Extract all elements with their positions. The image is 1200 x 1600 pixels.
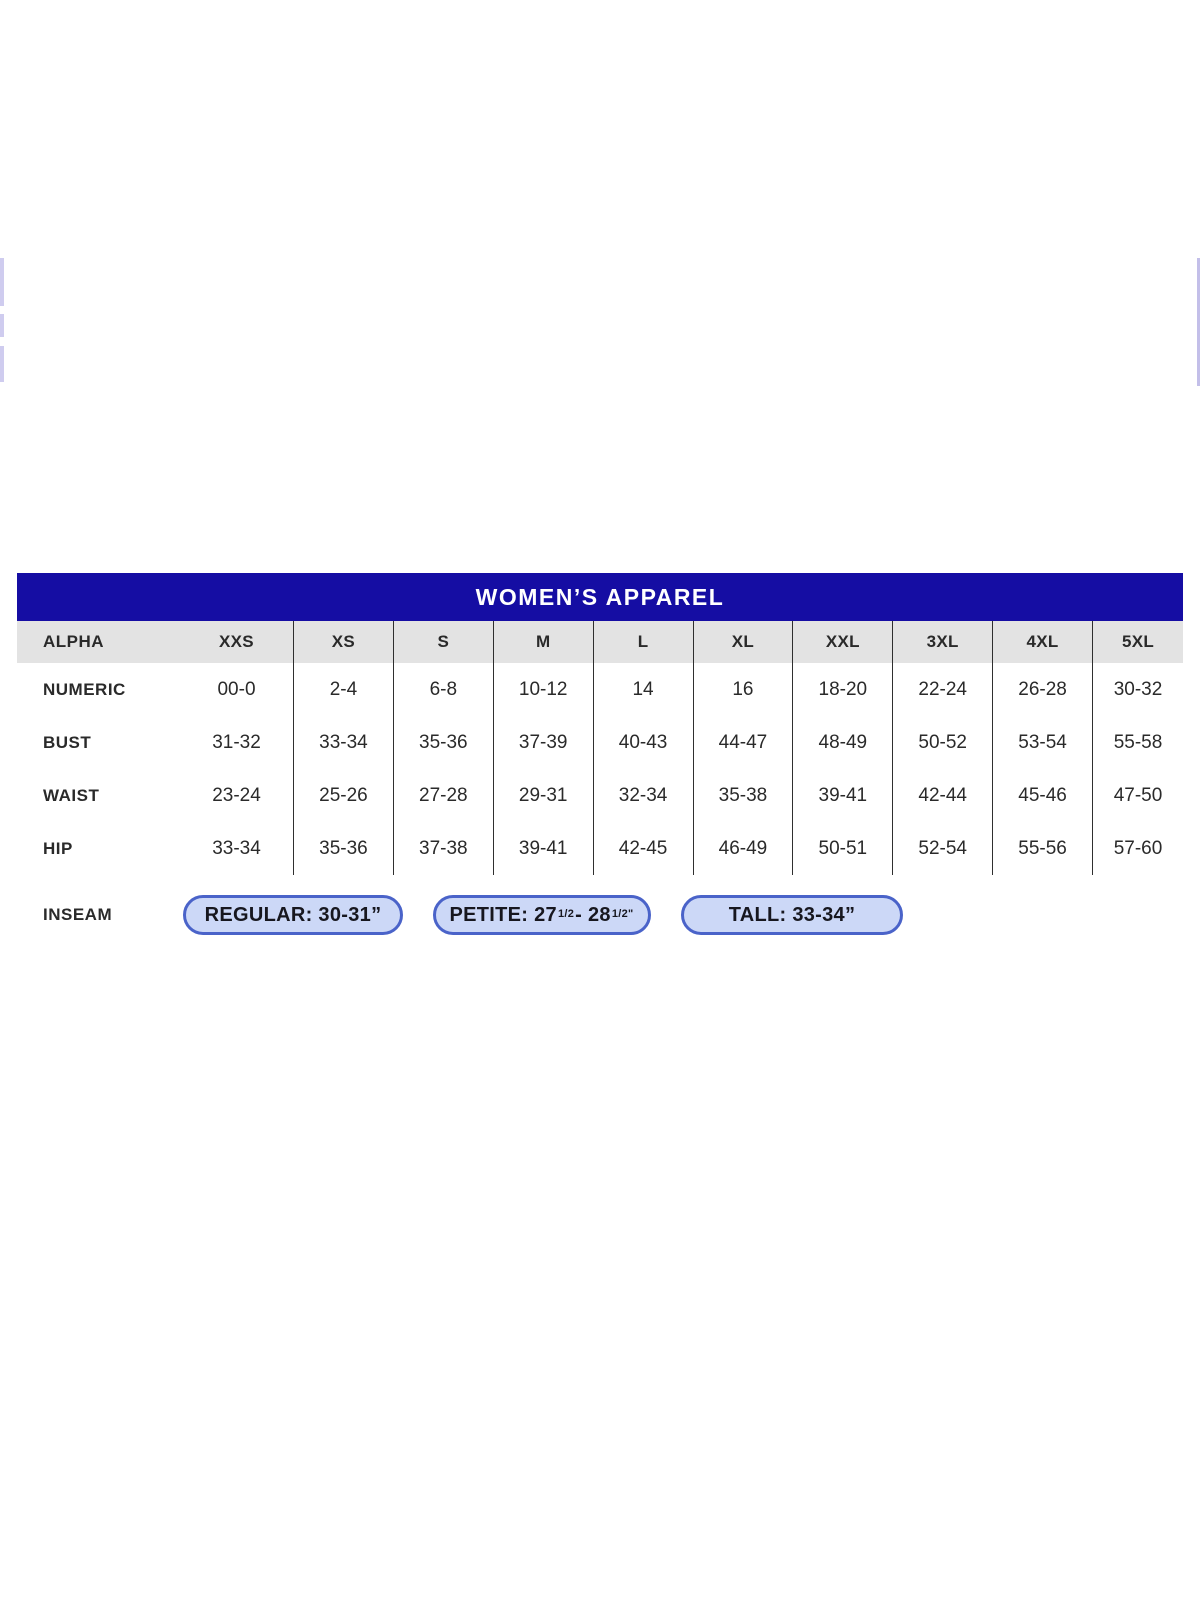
womens-apparel-size-chart	[17, 573, 1183, 935]
table-cell: 10-12	[494, 663, 594, 716]
row-label-waist: WAIST	[43, 785, 100, 805]
left-edge-artifact	[0, 346, 4, 382]
inseam-tall-badge	[681, 895, 903, 935]
left-edge-artifact	[0, 314, 4, 337]
table-cell: 33-34	[294, 716, 394, 769]
table-cell: 33-34	[180, 822, 294, 875]
column-header-xs: XS	[294, 621, 394, 663]
inseam-petite-text: - 28	[575, 903, 611, 926]
column-header-l: L	[594, 621, 694, 663]
table-cell: 14	[594, 663, 694, 716]
table-cell: 52-54	[893, 822, 993, 875]
table-cell: 45-46	[993, 769, 1093, 822]
inseam-regular-badge	[183, 895, 403, 935]
row-label-inseam: INSEAM	[43, 905, 113, 924]
table-cell: 30-32	[1113, 678, 1163, 700]
column-header-5xl: 5XL	[1093, 621, 1183, 663]
table-cell: 50-51	[793, 822, 893, 875]
table-cell: 31-32	[180, 716, 294, 769]
column-header-m: M	[494, 621, 594, 663]
inseam-regular-text: REGULAR: 30-31”	[204, 903, 382, 926]
table-cell: 57-60	[1113, 837, 1163, 859]
table-cell: 27-28	[394, 769, 494, 822]
column-header-xxs: XXS	[180, 621, 294, 663]
table-cell: 26-28	[993, 663, 1093, 716]
table-cell: 22-24	[893, 663, 993, 716]
table-cell: 35-36	[294, 822, 394, 875]
inseam-tall-text: TALL: 33-34”	[728, 903, 856, 926]
table-cell: 42-45	[594, 822, 694, 875]
table-cell: 48-49	[793, 716, 893, 769]
table-cell: 29-31	[494, 769, 594, 822]
table-cell: 55-58	[1113, 731, 1163, 753]
table-cell: 16	[694, 663, 794, 716]
column-header-3xl: 3XL	[893, 621, 993, 663]
table-cell: 37-39	[494, 716, 594, 769]
table-cell: 35-36	[394, 716, 494, 769]
fraction-text: 1/2"	[611, 907, 634, 920]
size-grid	[17, 621, 1183, 875]
table-cell: 40-43	[594, 716, 694, 769]
fraction-text: 1/2	[557, 907, 575, 920]
table-cell: 32-34	[594, 769, 694, 822]
table-cell: 18-20	[793, 663, 893, 716]
table-cell: 00-0	[180, 663, 294, 716]
row-label-hip: HIP	[43, 838, 73, 858]
inseam-petite-text: PETITE: 27	[449, 903, 557, 926]
row-label-numeric: NUMERIC	[43, 679, 126, 699]
table-cell: 42-44	[893, 769, 993, 822]
table-cell: 47-50	[1113, 784, 1163, 806]
table-cell: 39-41	[793, 769, 893, 822]
table-cell: 6-8	[394, 663, 494, 716]
column-header-s: S	[394, 621, 494, 663]
table-cell: 53-54	[993, 716, 1093, 769]
table-cell: 39-41	[494, 822, 594, 875]
left-edge-artifact	[0, 258, 4, 306]
table-cell: 44-47	[694, 716, 794, 769]
chart-title: WOMEN’S APPAREL	[17, 573, 1183, 621]
table-cell: 46-49	[694, 822, 794, 875]
column-header-4xl: 4XL	[993, 621, 1093, 663]
table-cell: 2-4	[294, 663, 394, 716]
column-header-xl: XL	[694, 621, 794, 663]
table-cell: 25-26	[294, 769, 394, 822]
table-cell: 23-24	[180, 769, 294, 822]
inseam-row	[17, 895, 1183, 935]
table-cell: 35-38	[694, 769, 794, 822]
inseam-pills	[180, 895, 1183, 935]
column-header-alpha: ALPHA	[17, 621, 180, 663]
inseam-petite-badge	[433, 895, 651, 935]
table-cell: 50-52	[893, 716, 993, 769]
table-cell: 37-38	[394, 822, 494, 875]
table-cell: 55-56	[993, 822, 1093, 875]
row-label-bust: BUST	[43, 732, 92, 752]
column-header-xxl: XXL	[793, 621, 893, 663]
